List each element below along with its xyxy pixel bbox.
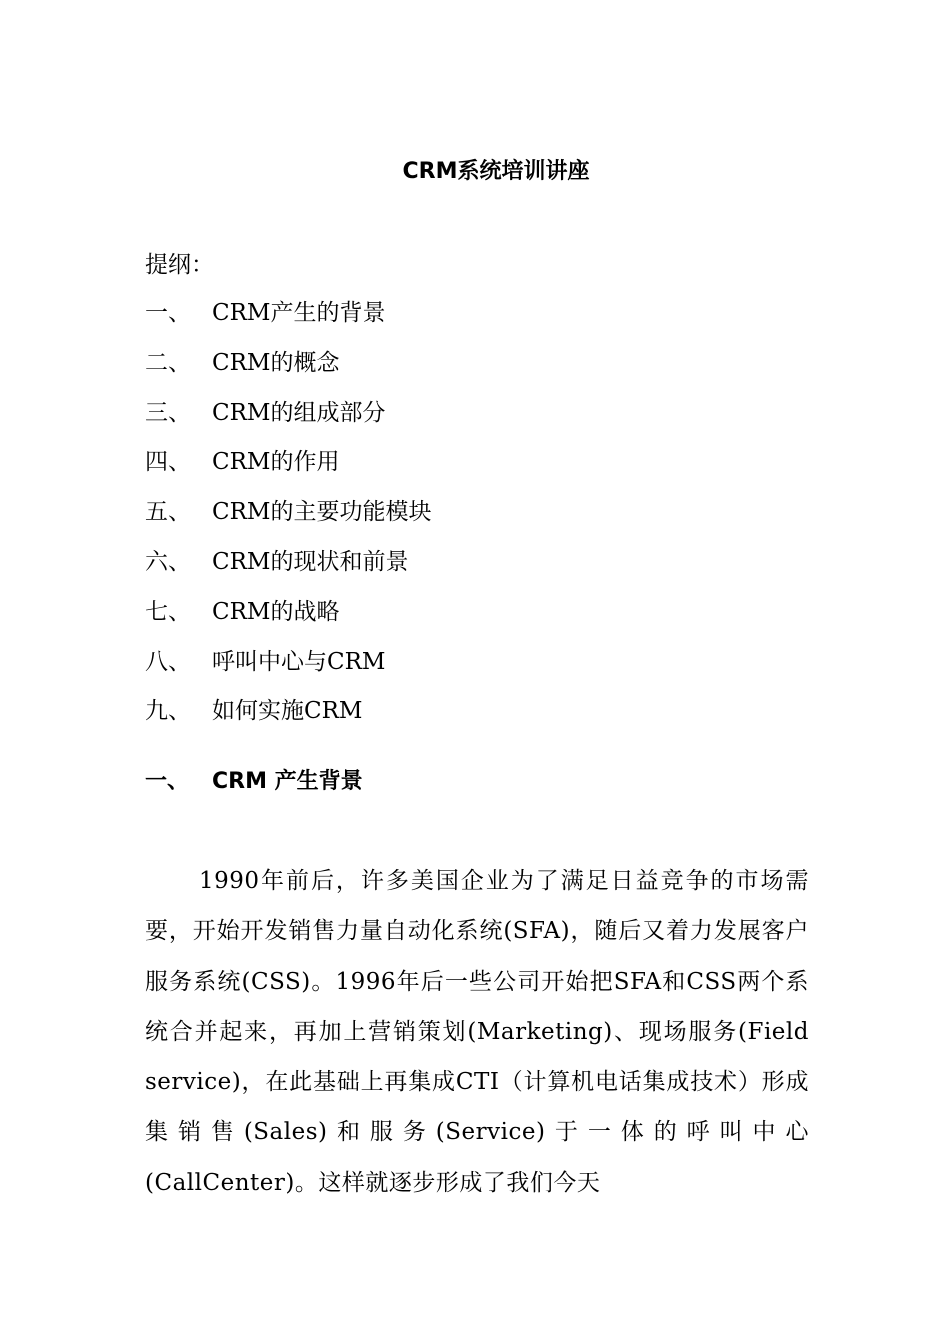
section-heading — [145, 765, 363, 799]
outline-item-text: CRM的概念 — [212, 349, 340, 376]
outline-item-number: 四、 — [145, 449, 191, 476]
outline-item — [145, 495, 431, 545]
outline-item-text: CRM的组成部分 — [212, 399, 386, 426]
outline-item — [145, 645, 431, 695]
outline-item-text: CRM的战略 — [212, 598, 340, 625]
outline-item — [145, 694, 431, 744]
outline-item-number: 三、 — [145, 399, 191, 426]
outline-item-number: 二、 — [145, 349, 191, 376]
outline-item — [145, 296, 431, 346]
outline-item-text: CRM的现状和前景 — [212, 548, 409, 575]
document-title: CRM系统培训讲座 — [402, 159, 590, 184]
outline-item-number: 五、 — [145, 499, 191, 526]
outline-item — [145, 396, 431, 446]
outline-item-text: CRM的主要功能模块 — [212, 499, 432, 526]
outline-item — [145, 545, 431, 595]
outline-label: 提纲： — [145, 252, 214, 278]
outline-item-number: 九、 — [145, 698, 191, 725]
outline-item — [145, 445, 431, 495]
outline-item-number: 六、 — [145, 548, 191, 575]
outline-item — [145, 595, 431, 645]
outline-item-text: CRM产生的背景 — [212, 300, 386, 326]
outline-item-number: 一、 — [145, 300, 191, 326]
body-paragraph: 1990年前后，许多美国企业为了满足日益竞争的市场需要，开始开发销售力量自动化系统(SFA)，随后又着力发展客户服务系统(CSS)。1996年后一些公司开始把SFA和CSS两个系统合并起来，再加上营销策划(Marketing)、现场服务(Field service)，在此基础上再集成CTI（计算机电话集成技术）形成集销售(Sales)和服务(Service)于一体的呼叫中心(CallCenter)。这样就逐步形成了我们今天 — [145, 868, 809, 1196]
outline-item-text: CRM的作用 — [212, 449, 340, 476]
outline-item-number: 八、 — [145, 648, 191, 675]
section-number: 一、 — [145, 769, 190, 794]
outline-item-text: 呼叫中心与CRM — [212, 648, 386, 675]
section-title: CRM 产生背景 — [212, 769, 363, 794]
outline-item-number: 七、 — [145, 598, 191, 625]
outline-item-text: 如何实施CRM — [212, 698, 363, 725]
outline-item — [145, 346, 431, 396]
outline-list — [145, 296, 431, 744]
